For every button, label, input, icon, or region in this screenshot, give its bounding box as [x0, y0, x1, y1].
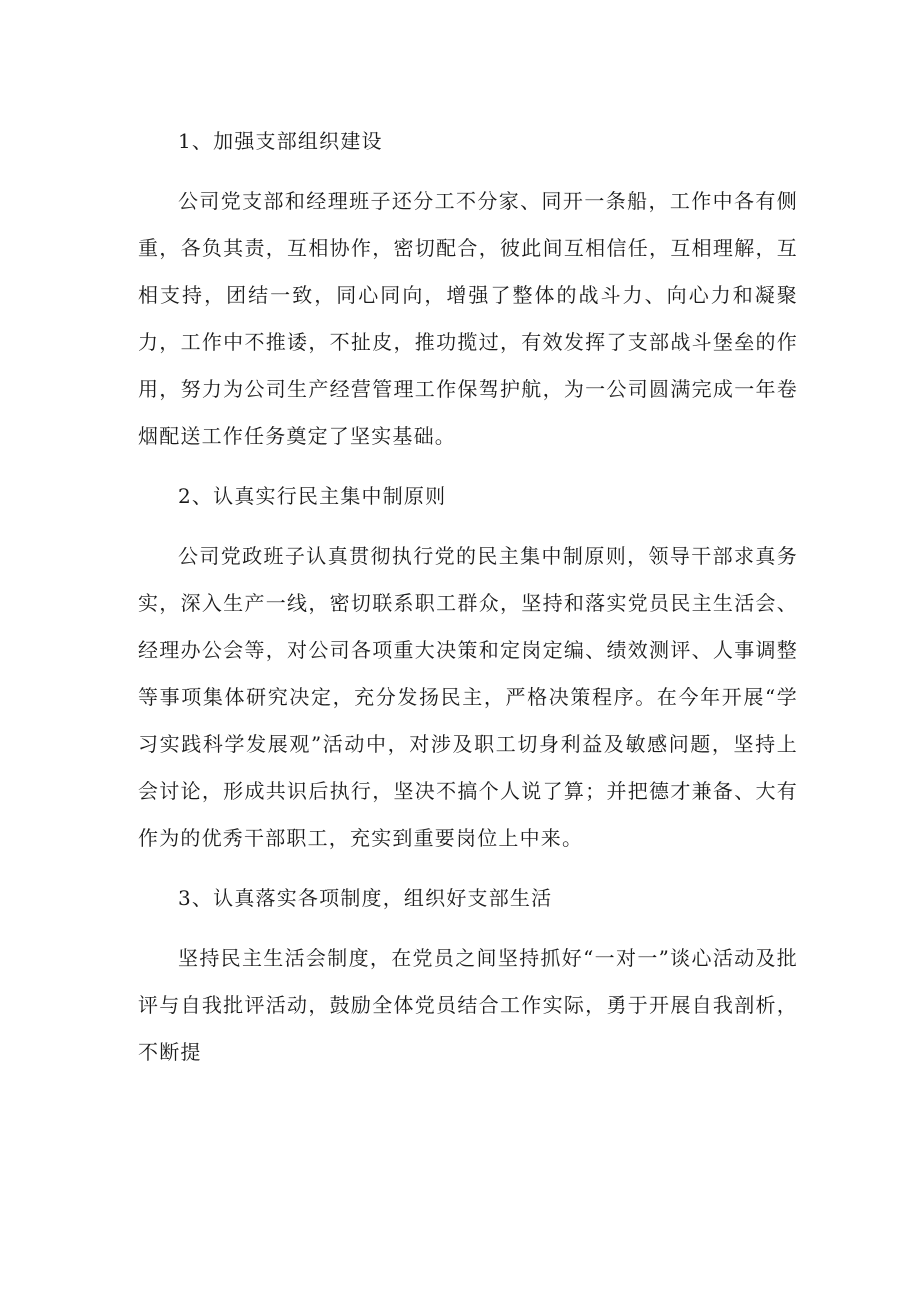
- document-body: [138, 118, 798, 1089]
- section-paragraph-2: 公司党政班子认真贯彻执行党的民主集中制原则，领导干部求真务实，深入生产一线，密切联系职工群众，坚持和落实党员民主生活会、经理办公会等，对公司各项重大决策和定岗定编、绩效测评、人事调整等事项集体研究决定，充分发扬民主，严格决策程序。在今年开展“学习实践科学发展观”活动中，对涉及职工切身利益及敏感问题，坚持上会讨论，形成共识后执行，坚决不搞个人说了算；并把德才兼备、大有作为的优秀干部职工，充实到重要岗位上中来。: [138, 544, 798, 850]
- section-heading-2: 2、认真实行民主集中制原则: [178, 484, 447, 508]
- section-paragraph-3: 坚持民主生活会制度，在党员之间坚持抓好“一对一”谈心活动及批评与自我批评活动，鼓励全体党员结合工作实际，勇于开展自我剖析，不断提: [138, 946, 798, 1064]
- section-heading-3: 3、认真落实各项制度，组织好支部生活: [178, 886, 553, 910]
- section-paragraph-1: 公司党支部和经理班子还分工不分家、同开一条船，工作中各有侧重，各负其责，互相协作，密切配合，彼此间互相信任，互相理解，互相支持，团结一致，同心同向，增强了整体的战斗力、向心力和凝聚力，工作中不推诿，不扯皮，推功揽过，有效发挥了支部战斗堡垒的作用，努力为公司生产经营管理工作保驾护航，为一公司圆满完成一年卷烟配送工作任务奠定了坚实基础。: [138, 189, 798, 448]
- section-heading-1: 1、加强支部组织建设: [178, 129, 383, 153]
